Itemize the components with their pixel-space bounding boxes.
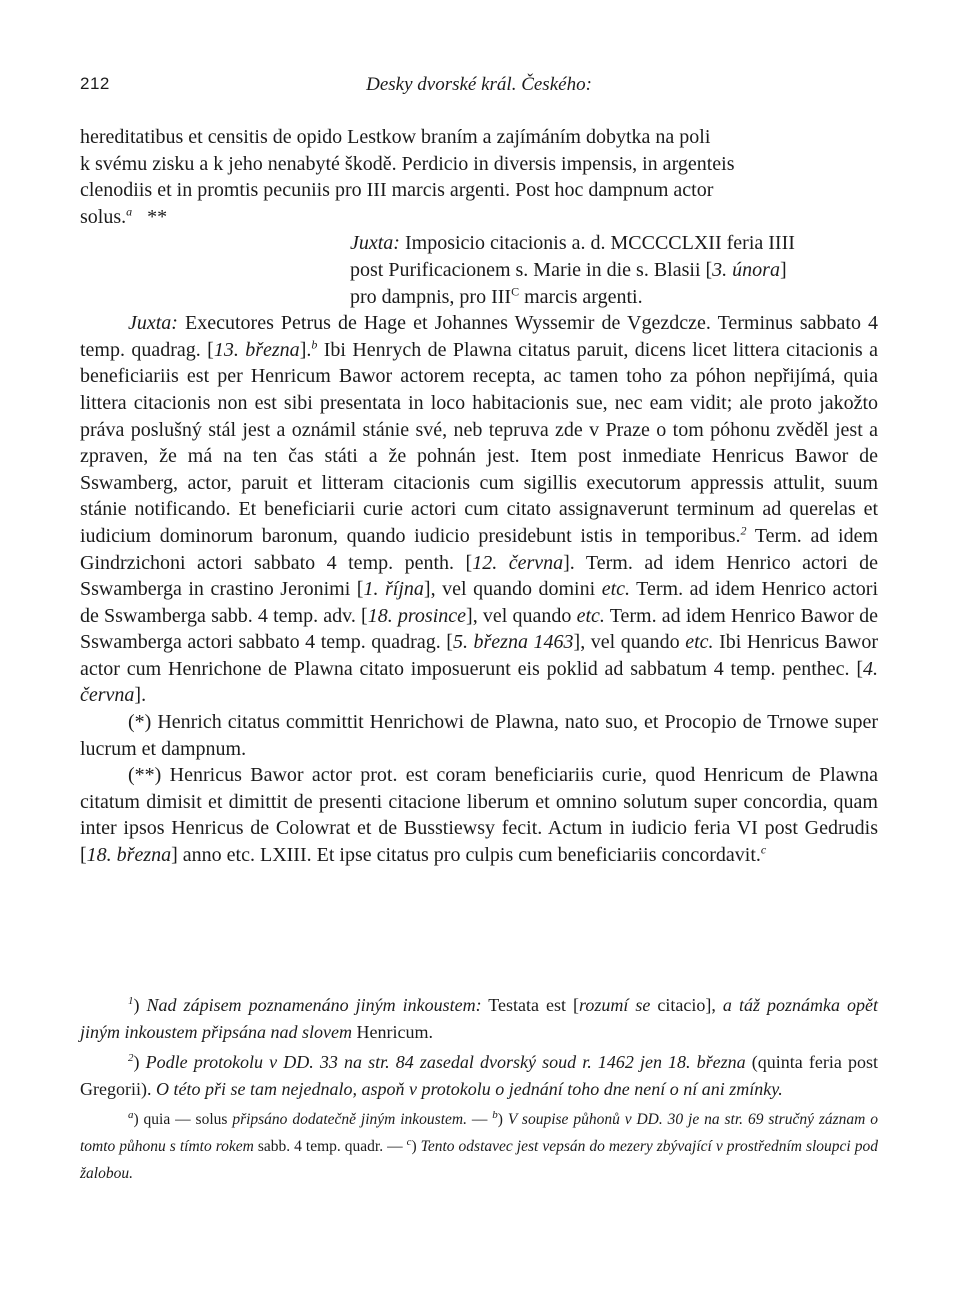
running-title: Desky dvorské král. Českého: (366, 74, 592, 95)
footnote-ref-2: 2 (740, 523, 747, 538)
entry-line-2: k svému zisku a k jeho nenabyté škodě. Perdicio in diversis impensis, in argenteis (80, 152, 735, 175)
paragraph-henricus-bawor: (**) Henricus Bawor actor prot. est coram beneficiariis curie, quod Henricum de Plawna citatum dimisit et dimittit de presenti citacione liberum et omnino solutum super concordia, quam inter ipsos Henricus de Colowrat et de Busstiewsy fecit. Actum in iudicio feria VI post Gedrudis [18. března] anno etc. LXIII. Et ipse citatus pro culpis cum beneficiariis concordavit.$^c$ (80, 764, 878, 867)
juxta-line-1: Juxta: Imposicio citacionis a. d. MCCCCLXII feria IIII (350, 232, 795, 255)
juxta-line-3: pro dampnis, pro $III^C$ marcis argenti. (350, 283, 643, 308)
note-marker: ** (147, 205, 168, 228)
entry-line-4: solus.$^a$ ** (80, 204, 168, 228)
main-text (80, 124, 878, 869)
juxta-label: Juxta: (350, 232, 400, 255)
paragraph-henrich-citatus: (*) Henrich citatus committit Henrichowi de Plawna, nato suo, et Procopio de Trnowe super lucrum et dampnum. (80, 711, 878, 760)
entry-line-3: clenodiis et in promtis pecuniis pro III marcis argenti. Post hoc dampnum actor (80, 179, 714, 202)
paragraph-executores: Juxta: Executores Petrus de Hage et Johannes Wyssemir de Vgezdcze. Terminus sabbato 4 temp. quadrag. [13. března].$^b$ Ibi Henrych de Plawna citatus paruit, dicens licet littera citacionis a beneficiariis est per Henricum Bawor actorem recepta, ac tamen toho za póhon nepřijímá, quia littera citacionis non est sibi presentata in loco habitacionis sue, nec eam vidit; ale proto jakožto práva poslušný stál jest a oznámil stánie své, neb tepruva zde v Praze o tom póhonu zvěděl jest a zpraven, že má na ten čas státi a že pohnán jest. Item post inmediate Henricus Bawor de Sswamberg, actor, paruit et litteram citacionis cum sigillis executorum appressis attulit, suum stánie notificando. Et beneficiarii curie actori cum citato assignaverunt terminum ad querelas et iudicium dominorum baronum, quando iudicio presidebunt istis in temporibus.$^2$ Term. ad idem Gindrzichoni actori sabbato 4 temp. penth. [12. června]. Term. ad idem Henrico actori de Sswamberga in crastino Jeronimi [1. října], vel quando domini etc. Term. ad idem Henrico actori de Sswamberga sabb. 4 temp. adv. [18. prosince], vel quando etc. Term. ad idem Henrico Bawor de Sswamberga actori sabbato 4 temp. quadrag. [5. března 1463], vel quando etc. Ibi Henricus Bawor actor cum Henrichone de Plawna citato imposuerunt eis poklid ad sabbatum 4 temp. penthec. [4. června]. (80, 312, 879, 707)
footnote-ref-c: c (760, 842, 767, 857)
entry-line-1: hereditatibus et censitis de opido Lestkow braním a zajímáním dobytka na poli (80, 126, 711, 148)
juxta-label-2: Juxta: (128, 312, 178, 335)
footnote-ref-b: b (311, 337, 318, 352)
footnotes (80, 992, 878, 1190)
page-number: 212 (80, 74, 110, 93)
footnote-2: $^2$) Podle protokolu v DD. 33 na str. 84 zasedal dvorský soud r. 1462 jen 18. března (quinta feria post Gregorii). O této při se tam nejednalo, aspoň v protokolu o jednání toho dne není o ní ani zmínky. (80, 1052, 878, 1099)
page-header (80, 74, 878, 100)
footnote-1: $^1$) Nad zápisem poznamenáno jiným inkoustem: Testata est [rozumí se citacio], a táž poznámka opět jiným inkoustem připsána nad slovem Henricum. (80, 995, 878, 1042)
juxta-line-2: post Purificacionem s. Marie in die s. Blasii [3. února] (350, 258, 787, 281)
footnote-letters: $^a$) quia — solus připsáno dodatečně jiným inkoustem. — $^b$) V soupise půhonů v DD. 30 je na str. 69 stručný záznam o tomto půhonu s tímto rokem sabb. 4 temp. quadr. — $^c$) Tento odstavec jest vepsán do mezery zbývající v prostředním sloupci pod žalobou. (80, 1108, 879, 1182)
footnote-ref-a: a (126, 204, 133, 219)
